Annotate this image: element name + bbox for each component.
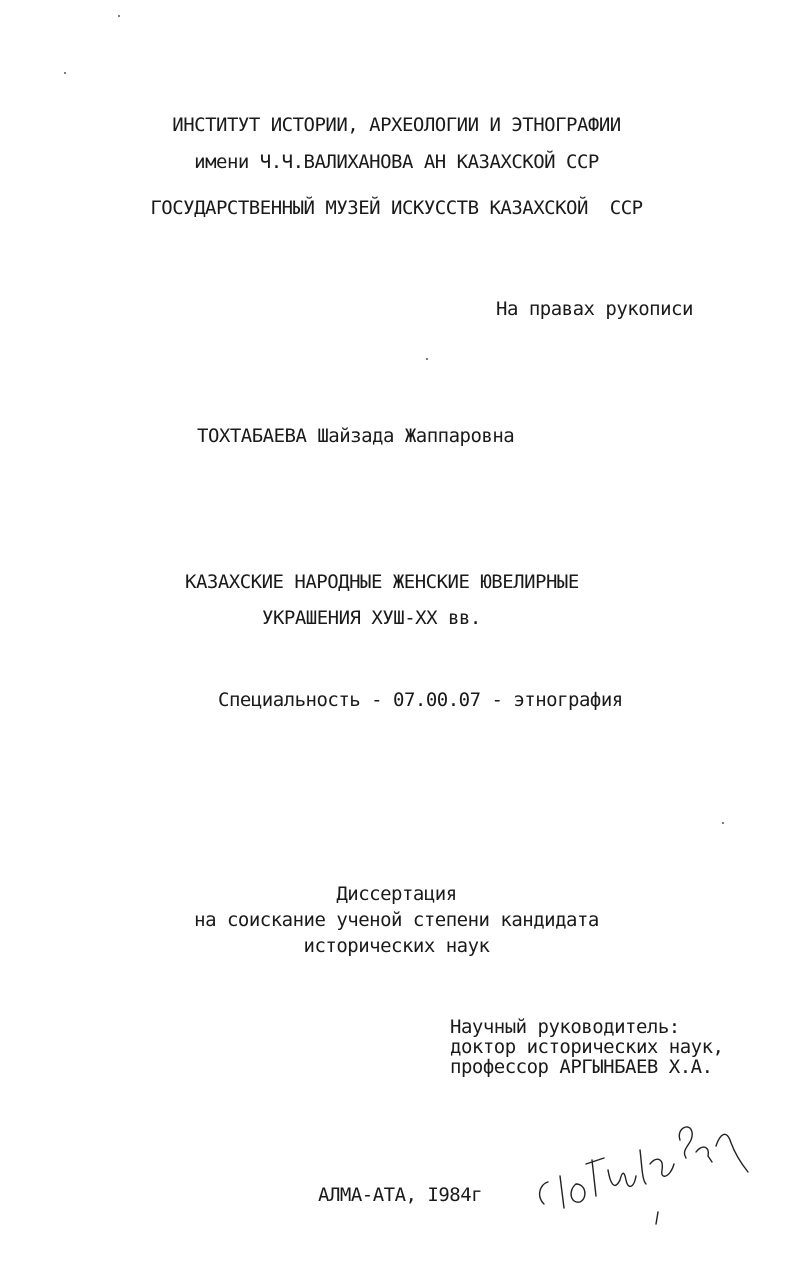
scan-speck	[426, 358, 428, 360]
museum-name: ГОСУДАРСТВЕННЫЙ МУЗЕЙ ИСКУССТВ КАЗАХСКОЙ ССР	[150, 197, 643, 219]
specialty: Специальность - 07.00.07 - этнография	[218, 689, 623, 711]
place-and-year: АЛМА-АТА, I984г	[318, 1184, 483, 1206]
title-line-1: КАЗАХСКИЕ НАРОДНЫЕ ЖЕНСКИЕ ЮВЕЛИРНЫЕ	[185, 571, 579, 593]
rights-note: На правах рукописи	[496, 298, 693, 320]
degree-line: на соискание ученой степени кандидата	[194, 909, 599, 931]
supervisor-name: профессор АРГЫНБАЕВ Х.А.	[450, 1056, 713, 1078]
supervisor-degree: доктор исторических наук,	[450, 1036, 724, 1058]
scan-speck	[118, 15, 120, 17]
author-name: ТОХТАБАЕВА Шайзада Жаппаровна	[197, 425, 515, 447]
institute-name: ИНСТИТУТ ИСТОРИИ, АРХЕОЛОГИИ И ЭТНОГРАФИИ	[172, 114, 621, 136]
scan-speck	[64, 72, 66, 74]
dissertation-label: Диссертация	[336, 883, 457, 905]
signature-icon	[530, 1100, 760, 1230]
field-line: исторических наук	[303, 935, 490, 957]
institute-dedication: имени Ч.Ч.ВАЛИХАНОВА АН КАЗАХСКОЙ ССР	[194, 151, 599, 173]
title-line-2: УКРАШЕНИЯ ХУШ-ХХ вв.	[262, 607, 481, 629]
scan-speck	[722, 822, 724, 824]
supervisor-label: Научный руководитель:	[450, 1016, 680, 1038]
